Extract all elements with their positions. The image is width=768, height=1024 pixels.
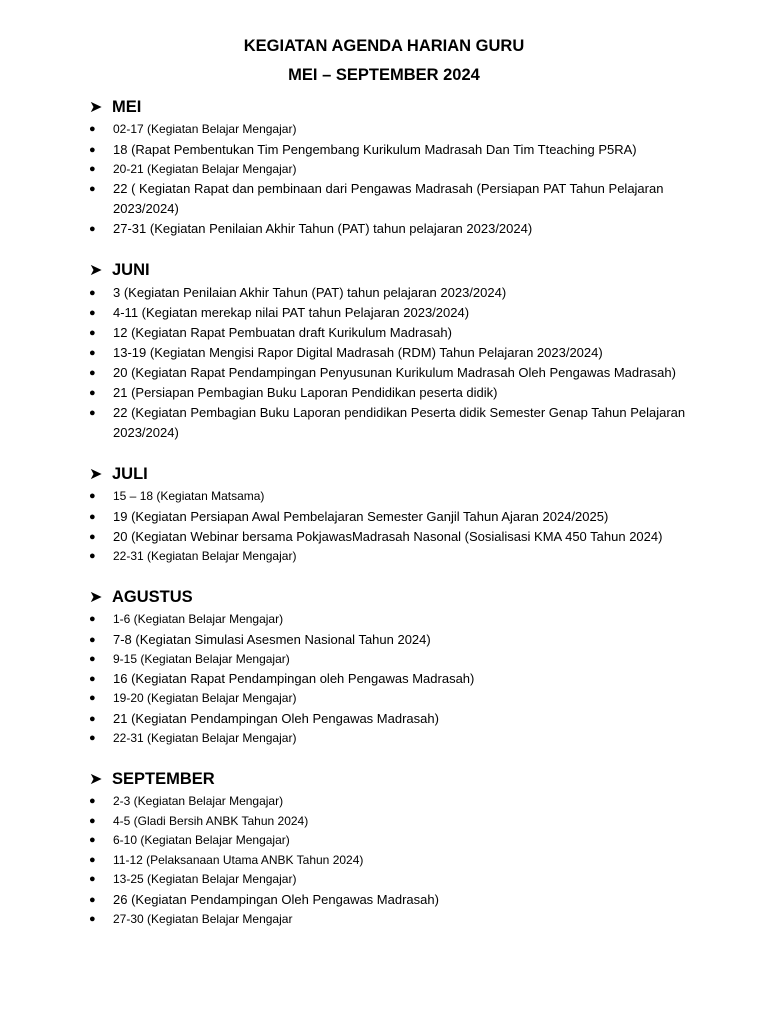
arrowhead-bullet-icon: ➤ [89, 771, 103, 788]
agenda-list [89, 792, 709, 929]
bullet-dot-icon: ● [89, 162, 96, 175]
list-item-text: 4-11 (Kegiatan merekap nilai PAT tahun Pelajaran 2023/2024) [113, 305, 470, 320]
list-item-text: 02-17 (Kegiatan Belajar Mengajar) [113, 122, 297, 136]
list-item [89, 363, 709, 383]
list-item [89, 283, 709, 303]
section-heading [89, 94, 709, 120]
bullet-dot-icon: ● [89, 183, 96, 195]
list-item-text: 19 (Kegiatan Persiapan Awal Pembelajaran Semester Ganjil Tahun Ajaran 2024/2025) [113, 508, 609, 524]
agenda-list [89, 120, 709, 239]
list-item [89, 303, 709, 323]
bullet-dot-icon: ● [89, 893, 96, 906]
list-item [89, 910, 709, 930]
section-heading-text: SEPTEMBER [112, 769, 215, 788]
list-item [89, 219, 709, 239]
list-item-text: 4-5 (Gladi Bersih ANBK Tahun 2024) [113, 813, 309, 828]
list-item [89, 527, 709, 547]
list-item-text: 7-8 (Kegiatan Simulasi Asesmen Nasional Tahun 2024) [113, 631, 431, 647]
section-september [89, 766, 709, 929]
agenda-sections [0, 94, 768, 929]
list-item-text: 22 (Kegiatan Pembagian Buku Laporan pendidikan Peserta didik Semester Genap Tahun Pelajaran 2023/2024) [113, 405, 686, 440]
list-item [89, 890, 709, 910]
list-item [89, 792, 709, 812]
list-item-text: 20 (Kegiatan Webinar bersama PokjawasMadrasah Nasonal (Sosialisasi KMA 450 Tahun 2024) [113, 528, 663, 544]
list-item-text: 21 (Persiapan Pembagian Buku Laporan Pendidikan peserta didik) [113, 385, 498, 400]
list-item-text: 21 (Kegiatan Pendampingan Oleh Pengawas Madrasah) [113, 710, 439, 726]
list-item-text: 27-31 (Kegiatan Penilaian Akhir Tahun (PAT) tahun pelajaran 2023/2024) [113, 221, 533, 236]
list-item [89, 140, 709, 160]
list-item-text: 20-21 (Kegiatan Belajar Mengajar) [113, 161, 297, 176]
list-item-text: 13-19 (Kegiatan Mengisi Rapor Digital Madrasah (RDM) Tahun Pelajaran 2023/2024) [113, 345, 603, 360]
list-item [89, 343, 709, 363]
section-heading-text: JULI [112, 464, 148, 483]
bullet-dot-icon: ● [89, 123, 96, 135]
list-item [89, 383, 709, 403]
list-item [89, 403, 709, 443]
agenda-list [89, 610, 709, 748]
list-item-text: 22 ( Kegiatan Rapat dan pembinaan dari Pengawas Madrasah (Persiapan PAT Tahun Pelajaran 2023/2024) [113, 181, 664, 216]
agenda-list [89, 283, 709, 443]
list-item-text: 12 (Kegiatan Rapat Pembuatan draft Kurikulum Madrasah) [113, 325, 452, 340]
list-item-text: 19-20 (Kegiatan Belajar Mengajar) [113, 691, 297, 705]
bullet-dot-icon: ● [89, 327, 96, 339]
section-heading-text: MEI [112, 97, 142, 116]
bullet-dot-icon: ● [89, 490, 96, 502]
arrowhead-bullet-icon: ➤ [89, 262, 103, 279]
bullet-dot-icon: ● [89, 731, 96, 744]
list-item [89, 630, 709, 650]
bullet-dot-icon: ● [89, 652, 96, 665]
list-item [89, 812, 709, 832]
bullet-dot-icon: ● [89, 834, 96, 846]
section-heading [89, 257, 709, 283]
section-heading [89, 461, 709, 487]
list-item-text: 16 (Kegiatan Rapat Pendampingan oleh Pengawas Madrasah) [113, 671, 475, 686]
list-item [89, 669, 709, 689]
bullet-dot-icon: ● [89, 307, 96, 319]
bullet-dot-icon: ● [89, 223, 96, 235]
list-item-text: 18 (Rapat Pembentukan Tim Pengembang Kurikulum Madrasah Dan Tim Tteaching P5RA) [113, 141, 637, 157]
list-item [89, 689, 709, 709]
bullet-dot-icon: ● [89, 633, 96, 646]
list-item [89, 831, 709, 851]
bullet-dot-icon: ● [89, 873, 96, 885]
list-item [89, 870, 709, 890]
list-item [89, 179, 709, 219]
list-item-text: 22-31 (Kegiatan Belajar Mengajar) [113, 548, 297, 563]
list-item [89, 729, 709, 749]
list-item-text: 26 (Kegiatan Pendampingan Oleh Pengawas Madrasah) [113, 891, 439, 907]
list-item [89, 547, 709, 567]
list-item [89, 610, 709, 630]
list-item [89, 507, 709, 527]
bullet-dot-icon: ● [89, 347, 96, 359]
section-agustus [89, 584, 709, 748]
list-item [89, 160, 709, 180]
section-juni [89, 257, 709, 443]
section-heading [89, 584, 709, 610]
list-item-text: 27-30 (Kegiatan Belajar Mengajar [113, 911, 293, 926]
section-heading-text: AGUSTUS [112, 587, 193, 606]
bullet-dot-icon: ● [89, 287, 96, 299]
bullet-dot-icon: ● [89, 510, 96, 523]
arrowhead-bullet-icon: ➤ [89, 466, 103, 483]
document-subtitle: MEI – SEPTEMBER 2024 [288, 66, 480, 84]
list-item-text: 22-31 (Kegiatan Belajar Mengajar) [113, 730, 297, 745]
bullet-dot-icon: ● [89, 795, 96, 807]
agenda-list [89, 487, 709, 566]
section-mei [89, 94, 709, 239]
list-item-text: 3 (Kegiatan Penilaian Akhir Tahun (PAT) tahun pelajaran 2023/2024) [113, 285, 507, 300]
section-heading [89, 766, 709, 792]
list-item-text: 13-25 (Kegiatan Belajar Mengajar) [113, 872, 297, 886]
list-item [89, 120, 709, 140]
list-item-text: 15 – 18 (Kegiatan Matsama) [113, 489, 265, 503]
bullet-dot-icon: ● [89, 530, 96, 543]
bullet-dot-icon: ● [89, 853, 96, 866]
bullet-dot-icon: ● [89, 673, 96, 685]
document-title: KEGIATAN AGENDA HARIAN GURU [243, 37, 525, 55]
section-juli [89, 461, 709, 566]
list-item [89, 323, 709, 343]
bullet-dot-icon: ● [89, 912, 96, 925]
bullet-dot-icon: ● [89, 387, 96, 399]
section-heading-text: JUNI [112, 260, 150, 279]
bullet-dot-icon: ● [89, 367, 96, 379]
list-item [89, 487, 709, 507]
list-item-text: 11-12 (Pelaksanaan Utama ANBK Tahun 2024) [113, 852, 364, 867]
bullet-dot-icon: ● [89, 613, 96, 625]
arrowhead-bullet-icon: ➤ [89, 589, 103, 606]
bullet-dot-icon: ● [89, 712, 96, 725]
bullet-dot-icon: ● [89, 549, 96, 562]
arrowhead-bullet-icon: ➤ [89, 99, 103, 116]
list-item-text: 20 (Kegiatan Rapat Pendampingan Penyusunan Kurikulum Madrasah Oleh Pengawas Madrasah) [113, 365, 676, 380]
bullet-dot-icon: ● [89, 814, 96, 827]
bullet-dot-icon: ● [89, 407, 96, 419]
bullet-dot-icon: ● [89, 692, 96, 704]
list-item [89, 650, 709, 670]
list-item-text: 6-10 (Kegiatan Belajar Mengajar) [113, 833, 290, 847]
list-item-text: 2-3 (Kegiatan Belajar Mengajar) [113, 794, 284, 808]
bullet-dot-icon: ● [89, 143, 96, 156]
list-item-text: 9-15 (Kegiatan Belajar Mengajar) [113, 651, 290, 666]
list-item [89, 709, 709, 729]
list-item-text: 1-6 (Kegiatan Belajar Mengajar) [113, 612, 284, 626]
list-item [89, 851, 709, 871]
